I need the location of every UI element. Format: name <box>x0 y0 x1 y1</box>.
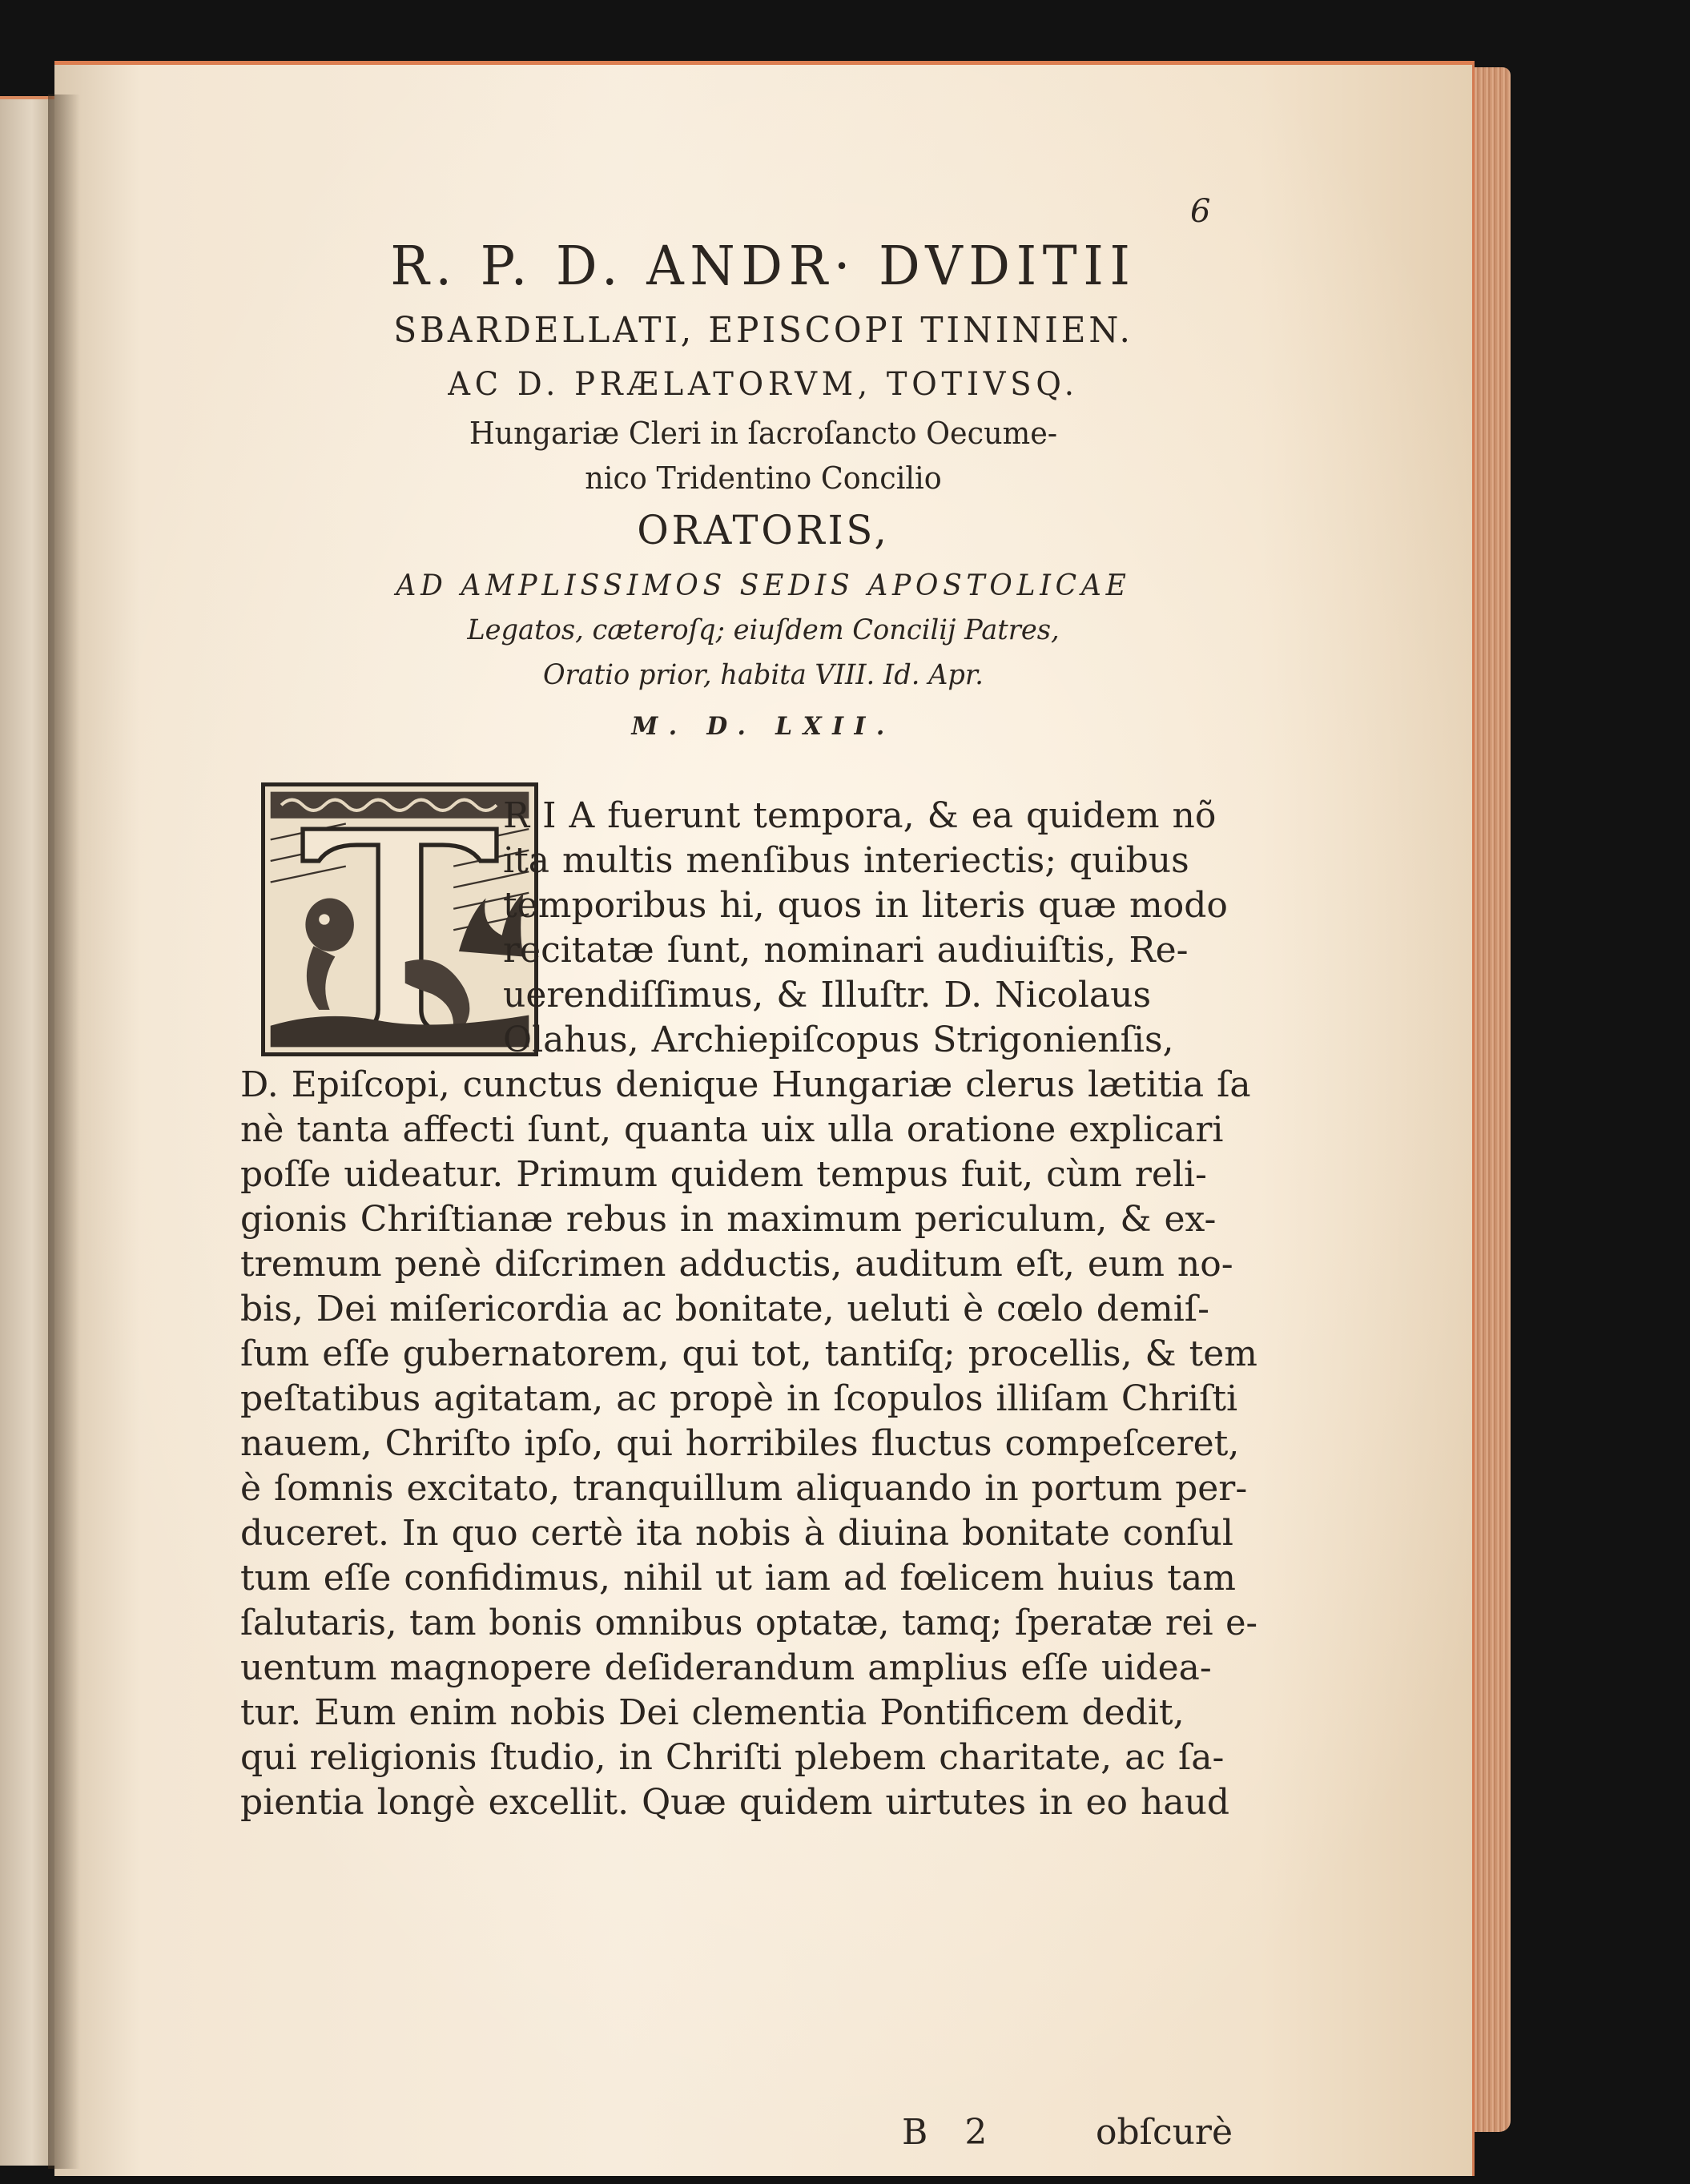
text-line-9: poſſe uideatur. Primum quidem tempus fuit, cùm reli- <box>240 1154 1207 1195</box>
text-line-6: Olahus, Archiepiſcopus Strigonienſis, <box>503 1020 1174 1060</box>
title-line-year: M. D. LXII. <box>631 712 895 741</box>
text-line-13: ſum eſſe gubernatorem, qui tot, tantiſq; procellis, & tem <box>240 1333 1257 1374</box>
title-line-prelates: AC D. PRÆLATORVM, TOTIVSQ. <box>448 366 1079 403</box>
text-line-8: nè tanta affecti ſunt, quanta uix ulla oratione explicari <box>240 1109 1224 1150</box>
text-line-10: gionis Chriſtianæ rebus in maximum periculum, & ex- <box>240 1199 1217 1240</box>
text-line-15: nauem, Chriſto ipſo, qui horribiles fluctus compeſceret, <box>240 1423 1240 1464</box>
gutter-shadow <box>48 95 80 2169</box>
text-line-22: qui religionis ſtudio, in Chriſti plebem charitate, ac ſa- <box>240 1737 1225 1778</box>
title-line-clergy: Hungariæ Cleri in ſacroſancto Oecume- <box>469 416 1058 451</box>
signature-mark: B 2 <box>902 2112 1000 2153</box>
text-line-12: bis, Dei miſericordia ac bonitate, ueluti è cœlo demiſ- <box>240 1289 1209 1329</box>
text-line-2: ita multis menſibus interiectis; quibus <box>503 840 1189 881</box>
title-line-oratio-date: Oratio prior, habita VIII. Id. Apr. <box>543 659 984 691</box>
text-line-7: D. Epiſcopi, cunctus denique Hungariæ clerus lætitia ſa <box>240 1064 1251 1105</box>
text-line-4: recitatæ ſunt, nominari audiuiſtis, Re- <box>503 930 1189 971</box>
woodcut-initial-letter <box>261 782 538 1056</box>
text-line-23: pientia longè excellit. Quæ quidem uirtutes in eo haud <box>240 1782 1230 1823</box>
title-line-legates: Legatos, cæteroſq; eiuſdem Concilij Patres, <box>467 614 1060 646</box>
text-line-16: è ſomnis excitato, tranquillum aliquando in portum per- <box>240 1468 1248 1509</box>
title-line-addressees: AD AMPLISSIMOS SEDIS APOSTOLICAE <box>396 569 1131 602</box>
text-line-3: temporibus hi, quos in literis quæ modo <box>503 885 1228 926</box>
text-line-1: R I A fuerunt tempora, & ea quidem nõ <box>503 795 1217 836</box>
text-line-17: duceret. In quo certè ita nobis à diuina bonitate conſul <box>240 1513 1233 1554</box>
text-line-21: tur. Eum enim nobis Dei clementia Pontificem dedit, <box>240 1692 1185 1733</box>
text-line-5: uerendiſſimus, & Illuſtr. D. Nicolaus <box>503 975 1152 1016</box>
catchword: obſcurè <box>1096 2112 1233 2153</box>
text-line-11: tremum penè diſcrimen adductis, auditum eſt, eum no- <box>240 1244 1233 1285</box>
text-line-20: uentum magnopere deſiderandum amplius eſſe uidea- <box>240 1647 1212 1688</box>
title-line-author: R. P. D. ANDR· DVDITII <box>390 235 1137 297</box>
text-line-14: peſtatibus agitatam, ac propè in ſcopulos illiſam Chriſti <box>240 1378 1238 1419</box>
title-line-oratoris: ORATORIS, <box>637 507 890 553</box>
page-number: 6 <box>1190 193 1211 230</box>
title-line-bishop: SBARDELLATI, EPISCOPI TININIEN. <box>393 310 1133 351</box>
title-line-council: nico Tridentino Concilio <box>585 461 942 496</box>
text-line-19: ſalutaris, tam bonis omnibus optatæ, tamq; ſperatæ rei e- <box>240 1603 1258 1643</box>
text-line-18: tum eſſe confidimus, nihil ut iam ad fœlicem huius tam <box>240 1558 1236 1599</box>
recto-page <box>54 61 1475 2176</box>
